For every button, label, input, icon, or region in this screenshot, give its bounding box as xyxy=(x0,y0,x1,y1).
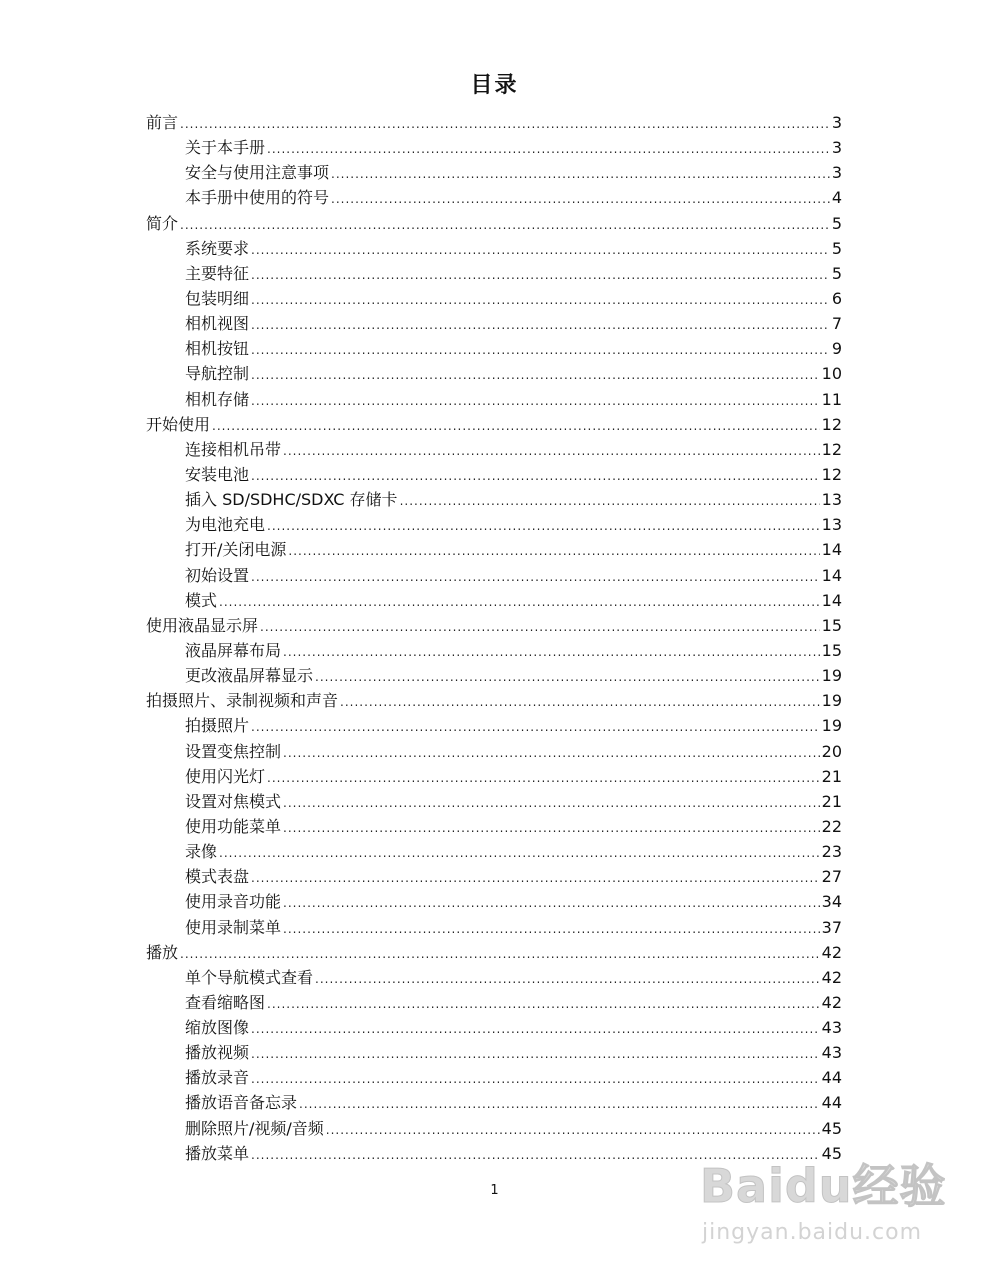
toc-entry-label: 使用液晶显示屏 xyxy=(146,615,259,635)
toc-dot-leader xyxy=(283,439,820,464)
page-title: 目录 xyxy=(470,73,519,98)
toc-entry-label: 相机存储 xyxy=(185,389,250,409)
toc-subsection-row xyxy=(146,839,842,864)
toc-entry-page: 5 xyxy=(831,263,842,283)
toc-entry-label: 查看缩略图 xyxy=(185,992,266,1012)
toc-dot-leader xyxy=(283,917,820,942)
toc-dot-leader xyxy=(283,816,820,841)
toc-entry-label: 播放 xyxy=(146,942,179,962)
toc-entry-page: 45 xyxy=(821,1143,842,1163)
toc-entry-page: 27 xyxy=(821,867,842,887)
toc-entry-label: 使用录音功能 xyxy=(185,892,282,912)
toc-dot-leader xyxy=(251,1017,820,1042)
toc-subsection-row xyxy=(146,236,842,261)
toc-subsection-row xyxy=(146,135,842,160)
page-number: 1 xyxy=(490,1183,499,1198)
toc-dot-leader xyxy=(219,590,820,615)
toc-section-row xyxy=(146,688,842,713)
toc-entry-page: 5 xyxy=(831,238,842,258)
toc-dot-leader xyxy=(251,464,820,489)
toc-entry-label: 播放录音 xyxy=(185,1068,250,1088)
toc-entry-page: 21 xyxy=(821,766,842,786)
watermark-logo-text: Baidu经验 xyxy=(700,1159,947,1213)
toc-entry-label: 本手册中使用的符号 xyxy=(185,188,330,208)
toc-dot-leader xyxy=(212,414,820,439)
toc-entry-page: 43 xyxy=(821,1018,842,1038)
toc-entry-label: 插入 SD/SDHC/SDXC 存储卡 xyxy=(185,490,398,510)
toc-subsection-row xyxy=(146,663,842,688)
toc-subsection-row xyxy=(146,185,842,210)
toc-entry-page: 10 xyxy=(821,364,842,384)
toc-entry-page: 12 xyxy=(821,414,842,434)
toc-entry-label: 使用功能菜单 xyxy=(185,816,282,836)
toc-subsection-row xyxy=(146,563,842,588)
toc-entry-label: 安全与使用注意事项 xyxy=(185,163,330,183)
toc-entry-page: 45 xyxy=(821,1118,842,1138)
toc-subsection-row xyxy=(146,512,842,537)
toc-entry-label: 开始使用 xyxy=(146,414,211,434)
toc-dot-leader xyxy=(331,162,830,187)
toc-dot-leader xyxy=(251,565,820,590)
toc-dot-leader xyxy=(251,238,830,263)
toc-dot-leader xyxy=(283,741,820,766)
toc-entry-label: 为电池充电 xyxy=(185,515,266,535)
toc-entry-label: 设置对焦模式 xyxy=(185,791,282,811)
toc-section-row xyxy=(146,940,842,965)
toc-dot-leader xyxy=(326,1118,820,1143)
toc-entry-page: 37 xyxy=(821,917,842,937)
toc-entry-label: 关于本手册 xyxy=(185,138,266,158)
toc-entry-label: 录像 xyxy=(185,842,218,862)
toc-dot-leader xyxy=(315,967,820,992)
toc-subsection-row xyxy=(146,889,842,914)
toc-entry-page: 42 xyxy=(821,967,842,987)
toc-subsection-row xyxy=(146,1116,842,1141)
toc-entry-page: 9 xyxy=(831,339,842,359)
toc-subsection-row xyxy=(146,713,842,738)
toc-section-row xyxy=(146,613,842,638)
toc-subsection-row xyxy=(146,965,842,990)
toc-subsection-row xyxy=(146,437,842,462)
toc-subsection-row xyxy=(146,1040,842,1065)
toc-subsection-row xyxy=(146,1090,842,1115)
toc-subsection-row xyxy=(146,764,842,789)
toc-dot-leader xyxy=(251,389,820,414)
toc-entry-page: 5 xyxy=(831,213,842,233)
toc-subsection-row xyxy=(146,789,842,814)
toc-section-row xyxy=(146,211,842,236)
toc-dot-leader xyxy=(219,841,820,866)
toc-entry-page: 42 xyxy=(821,992,842,1012)
toc-subsection-row xyxy=(146,588,842,613)
toc-entry-label: 使用闪光灯 xyxy=(185,766,266,786)
toc-entry-page: 15 xyxy=(821,615,842,635)
toc-entry-page: 14 xyxy=(821,540,842,560)
toc-entry-page: 4 xyxy=(831,188,842,208)
toc-entry-page: 13 xyxy=(821,490,842,510)
toc-entry-label: 模式 xyxy=(185,590,218,610)
toc-entry-page: 3 xyxy=(831,138,842,158)
toc-subsection-row xyxy=(146,487,842,512)
toc-entry-label: 相机视图 xyxy=(185,314,250,334)
toc-entry-page: 3 xyxy=(831,163,842,183)
toc-subsection-row xyxy=(146,311,842,336)
toc-subsection-row xyxy=(146,286,842,311)
toc-subsection-row xyxy=(146,915,842,940)
toc-dot-leader xyxy=(251,715,820,740)
toc-dot-leader xyxy=(251,1042,820,1067)
toc-subsection-row xyxy=(146,361,842,386)
toc-entry-label: 播放视频 xyxy=(185,1043,250,1063)
toc-entry-label: 拍摄照片 xyxy=(185,716,250,736)
toc-entry-label: 前言 xyxy=(146,113,179,132)
toc-dot-leader xyxy=(251,338,830,363)
toc-entry-label: 播放语音备忘录 xyxy=(185,1093,298,1113)
toc-entry-label: 连接相机吊带 xyxy=(185,439,282,459)
toc-entry-label: 相机按钮 xyxy=(185,339,250,359)
toc-entry-page: 19 xyxy=(821,716,842,736)
toc-entry-page: 20 xyxy=(821,741,842,761)
toc-dot-leader xyxy=(180,213,830,238)
toc-subsection-row xyxy=(146,739,842,764)
toc-entry-page: 12 xyxy=(821,439,842,459)
toc-subsection-row xyxy=(146,814,842,839)
table-of-contents xyxy=(146,110,842,1166)
toc-entry-page: 42 xyxy=(821,942,842,962)
toc-subsection-row xyxy=(146,462,842,487)
toc-subsection-row xyxy=(146,1065,842,1090)
toc-entry-label: 拍摄照片、录制视频和声音 xyxy=(146,691,339,711)
toc-subsection-row xyxy=(146,864,842,889)
toc-entry-page: 6 xyxy=(831,288,842,308)
toc-subsection-row xyxy=(146,990,842,1015)
toc-entry-label: 缩放图像 xyxy=(185,1018,250,1038)
toc-entry-label: 删除照片/视频/音频 xyxy=(185,1118,324,1138)
toc-dot-leader xyxy=(251,866,820,891)
toc-entry-label: 简介 xyxy=(146,213,179,233)
toc-entry-page: 13 xyxy=(821,515,842,535)
toc-dot-leader xyxy=(267,514,820,539)
toc-entry-page: 7 xyxy=(831,314,842,334)
toc-section-row xyxy=(146,110,842,135)
toc-entry-page: 44 xyxy=(821,1093,842,1113)
toc-entry-label: 打开/关闭电源 xyxy=(185,540,287,560)
toc-entry-page: 43 xyxy=(821,1043,842,1063)
toc-dot-leader xyxy=(340,690,820,715)
toc-dot-leader xyxy=(400,489,820,514)
toc-dot-leader xyxy=(251,313,830,338)
toc-entry-label: 播放菜单 xyxy=(185,1143,250,1163)
toc-dot-leader xyxy=(251,1067,820,1092)
toc-entry-label: 模式表盘 xyxy=(185,867,250,887)
toc-entry-page: 14 xyxy=(821,565,842,585)
toc-entry-label: 初始设置 xyxy=(185,565,250,585)
toc-dot-leader xyxy=(283,891,820,916)
toc-entry-label: 使用录制菜单 xyxy=(185,917,282,937)
toc-dot-leader xyxy=(251,263,830,288)
toc-subsection-row xyxy=(146,336,842,361)
toc-dot-leader xyxy=(251,363,820,388)
toc-subsection-row xyxy=(146,387,842,412)
toc-entry-page: 14 xyxy=(821,590,842,610)
toc-dot-leader xyxy=(180,942,820,967)
toc-dot-leader xyxy=(251,288,830,313)
toc-dot-leader xyxy=(180,112,830,137)
toc-entry-page: 19 xyxy=(821,691,842,711)
toc-dot-leader xyxy=(299,1092,820,1117)
toc-entry-page: 19 xyxy=(821,666,842,686)
toc-dot-leader xyxy=(267,766,820,791)
baidu-jingyan-watermark xyxy=(700,1150,950,1260)
toc-dot-leader xyxy=(267,992,820,1017)
toc-entry-label: 安装电池 xyxy=(185,464,250,484)
toc-entry-label: 包装明细 xyxy=(185,288,250,308)
toc-entry-label: 导航控制 xyxy=(185,364,250,384)
toc-dot-leader xyxy=(260,615,820,640)
toc-subsection-row xyxy=(146,261,842,286)
toc-entry-page: 11 xyxy=(821,389,842,409)
toc-entry-page: 21 xyxy=(821,791,842,811)
toc-entry-page: 23 xyxy=(821,842,842,862)
toc-entry-label: 主要特征 xyxy=(185,263,250,283)
toc-entry-page: 3 xyxy=(831,113,842,132)
toc-entry-page: 15 xyxy=(821,640,842,660)
toc-entry-label: 单个导航模式查看 xyxy=(185,967,314,987)
toc-subsection-row xyxy=(146,160,842,185)
toc-entry-page: 34 xyxy=(821,892,842,912)
toc-entry-page: 22 xyxy=(821,816,842,836)
toc-subsection-row xyxy=(146,638,842,663)
toc-entry-label: 更改液晶屏幕显示 xyxy=(185,666,314,686)
toc-dot-leader xyxy=(315,665,820,690)
toc-entry-label: 系统要求 xyxy=(185,238,250,258)
toc-dot-leader xyxy=(288,539,819,564)
toc-entry-page: 44 xyxy=(821,1068,842,1088)
toc-section-row xyxy=(146,412,842,437)
toc-dot-leader xyxy=(331,187,830,212)
toc-entry-page: 12 xyxy=(821,464,842,484)
toc-entry-label: 设置变焦控制 xyxy=(185,741,282,761)
toc-subsection-row xyxy=(146,537,842,562)
toc-dot-leader xyxy=(267,137,830,162)
watermark-url: jingyan.baidu.com xyxy=(702,1220,923,1245)
toc-subsection-row xyxy=(146,1015,842,1040)
toc-entry-label: 液晶屏幕布局 xyxy=(185,640,282,660)
toc-dot-leader xyxy=(283,791,820,816)
toc-dot-leader xyxy=(283,640,820,665)
